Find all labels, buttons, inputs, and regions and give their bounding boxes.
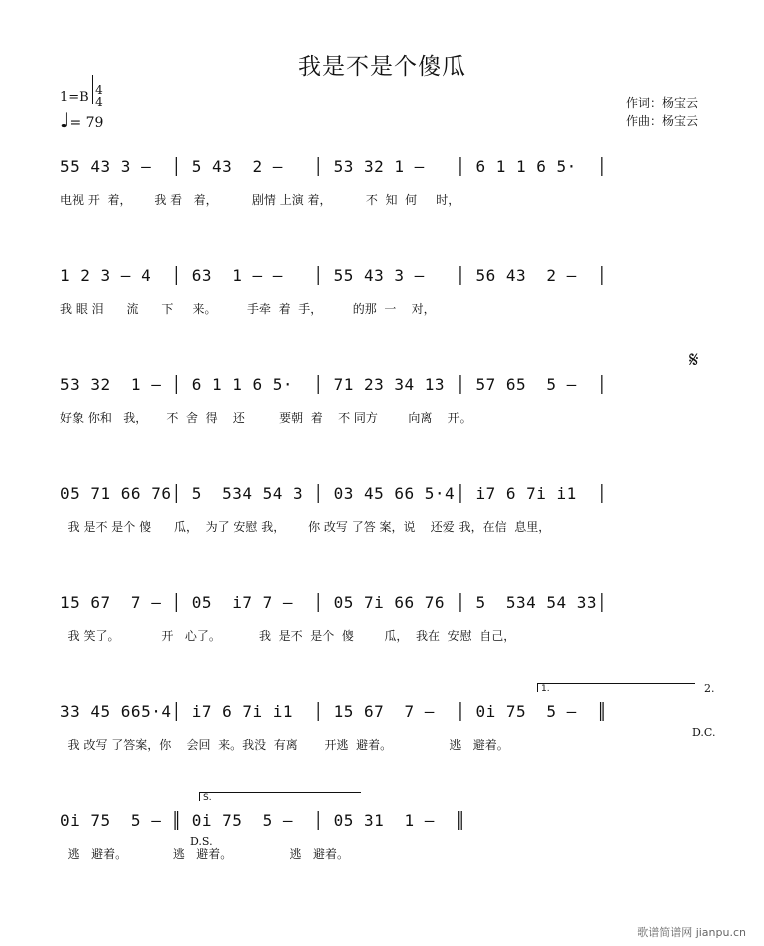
notation-line: 55 43 3 – │ 5 43 2 – │ 53 32 1 – │ 6 1 1 6 5· │ <box>60 157 608 176</box>
composer: 作曲：杨宝云 <box>626 114 699 128</box>
tempo-marking <box>60 108 103 132</box>
lyricist: 作词：杨宝云 <box>626 96 699 110</box>
lyrics-line: 我 笑了。 开 心了。 我 是不 是个 傻 瓜， 我在 安慰 自己， <box>60 629 516 643</box>
tempo-value: = 79 <box>69 115 104 131</box>
watermark: 歌谱简谱网 jianpu.cn <box>637 926 746 939</box>
meter-numerator: 4 <box>95 83 103 97</box>
credits <box>626 94 698 130</box>
lyrics-line: 我 是不 是个 傻 瓜， 为了 安慰 我， 你 改写 了答 案，说 还爱 我，在信 息里， <box>60 520 551 534</box>
volta-1-bracket: 1. <box>537 683 695 692</box>
volta-2-label: 2. <box>704 682 715 695</box>
dal-segno-mark: D.S. <box>190 835 213 848</box>
lyrics-line: 电视 开 着， 我 看 着， 剧情 上演 着， 不 知 何 时， <box>60 193 461 207</box>
lyrics-line: 逃 避着。 逃 避着。 逃 避着。 <box>60 847 349 861</box>
segno-icon: 𝄋 <box>689 348 699 373</box>
lyrics-line: 好象 你和 我， 不 舍 得 还 要朝 着 不 同方 向离 开。 <box>60 411 472 425</box>
lyrics-line: 我 改写 了答案，你 会回 来。我没 有离 开逃 避着。 逃 避着。 <box>60 738 509 752</box>
da-capo-mark: D.C. <box>692 726 716 739</box>
lyrics-line: 我 眼 泪 流 下 来。 手牵 着 手， 的那 一 对， <box>60 302 436 316</box>
time-signature <box>92 84 106 108</box>
notation-line: 05 71 66 76│ 5 534 54 3 │ 03 45 66 5·4│ i7 6 7i i1 │ <box>60 484 608 503</box>
quarter-note-icon: ♩ <box>60 108 70 132</box>
notation-line: 0i 75 5 – ║ 0i 75 5 – │ 05 31 1 – ║ <box>60 811 466 830</box>
notation-line: 53 32 1 – │ 6 1 1 6 5· │ 71 23 34 13 │ 57 65 5 – │ <box>60 375 608 394</box>
key-signature: 1=B <box>60 90 89 105</box>
notation-line: 1 2 3 – 4 │ 63 1 – – │ 55 43 3 – │ 56 43 2 – │ <box>60 266 608 285</box>
notation-line: 15 67 7 – │ 05 i7 7 – │ 05 7i 66 76 │ 5 534 54 33│ <box>60 593 608 612</box>
segno-volta-bracket: S. <box>199 792 361 801</box>
meter-denominator: 4 <box>95 95 103 109</box>
song-title: 我是不是个傻瓜 <box>298 54 466 80</box>
notation-line: 33 45 665·4│ i7 6 7i i1 │ 15 67 7 – │ 0i 75 5 – ║ <box>60 702 608 721</box>
